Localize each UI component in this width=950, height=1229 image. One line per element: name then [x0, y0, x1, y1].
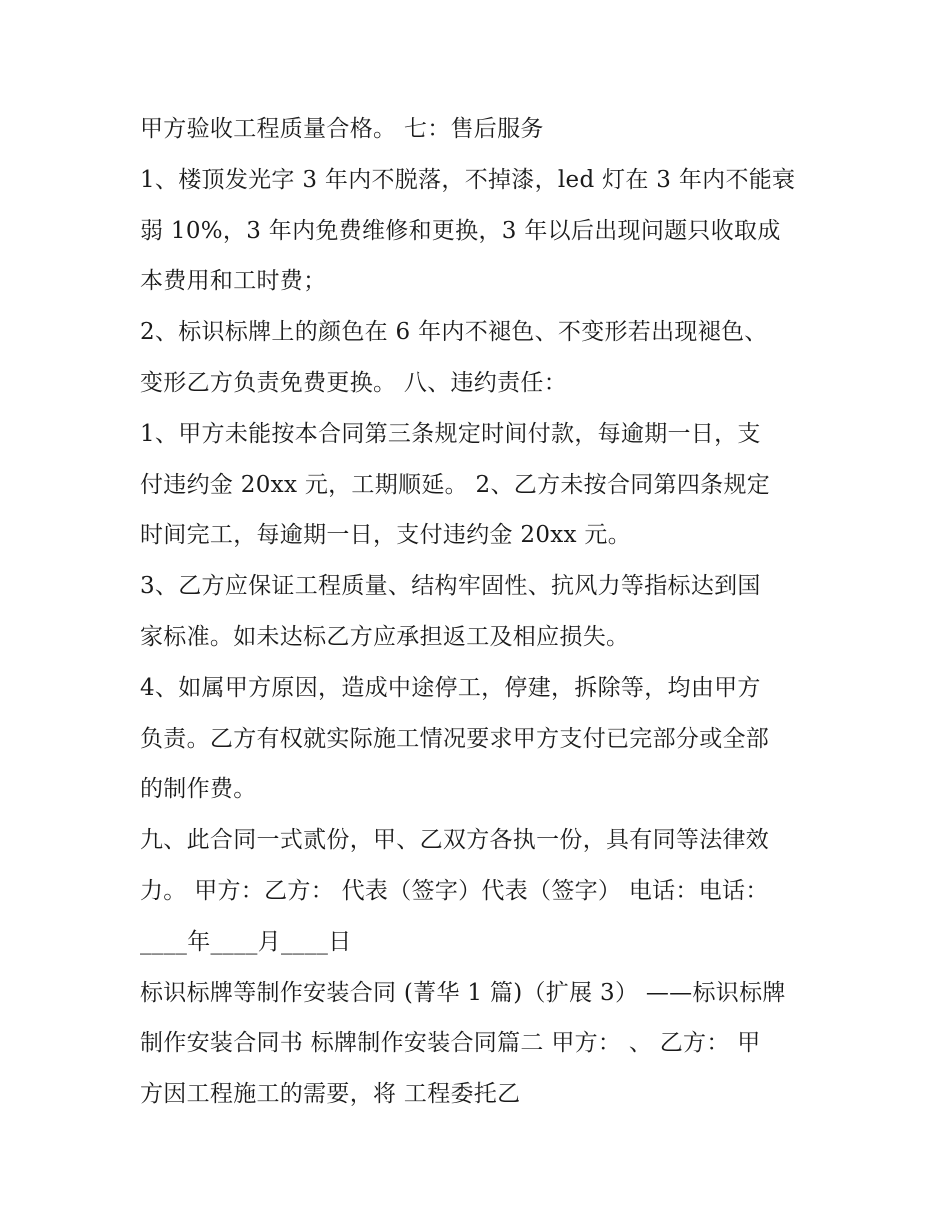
text-line: 的制作费。	[140, 776, 257, 803]
text-line: 九、此合同一式贰份，甲、乙双方各执一份，具有同等法律效	[140, 827, 770, 854]
text-line: 弱 10%，3 年内免费维修和更换，3 年以后出现问题只收取成	[140, 217, 781, 244]
text-line: 2、标识标牌上的颜色在 6 年内不褪色、不变形若出现褪色、	[140, 319, 768, 346]
text-line: 力。 甲方：乙方： 代表（签字）代表（签字） 电话：电话：	[140, 877, 769, 904]
text-line: 制作安装合同书 标牌制作安装合同篇二 甲方： 、 乙方： 甲	[140, 1030, 761, 1057]
text-line: 负责。乙方有权就实际施工情况要求甲方支付已完部分或全部	[140, 725, 770, 752]
text-line: 家标准。如未达标乙方应承担返工及相应损失。	[140, 623, 630, 650]
text-line: 1、楼顶发光字 3 年内不脱落，不掉漆，led 灯在 3 年内不能衰	[140, 166, 796, 193]
text-line: 1、甲方未能按本合同第三条规定时间付款，每逾期一日，支	[140, 420, 761, 447]
text-line: 标识标牌等制作安装合同 (菁华 1 篇)（扩展 3） ——标识标牌	[140, 979, 786, 1006]
text-line: 方因工程施工的需要，将 工程委托乙	[140, 1081, 521, 1108]
text-line: 甲方验收工程质量合格。 七：售后服务	[140, 116, 544, 142]
document-body	[140, 104, 820, 1120]
text-line: 付违约金 20xx 元，工期顺延。 2、乙方未按合同第四条规定	[140, 471, 771, 498]
text-line: 4、如属甲方原因，造成中途停工，停建，拆除等，均由甲方	[140, 674, 761, 701]
text-line: 变形乙方负责免费更换。 八、违约责任：	[140, 369, 568, 396]
date-line: ____年____月____日	[140, 928, 352, 955]
text-line: 3、乙方应保证工程质量、结构牢固性、抗风力等指标达到国	[140, 573, 761, 600]
text-line: 时间完工，每逾期一日，支付违约金 20xx 元。	[140, 522, 632, 549]
text-line: 本费用和工时费；	[140, 268, 327, 295]
